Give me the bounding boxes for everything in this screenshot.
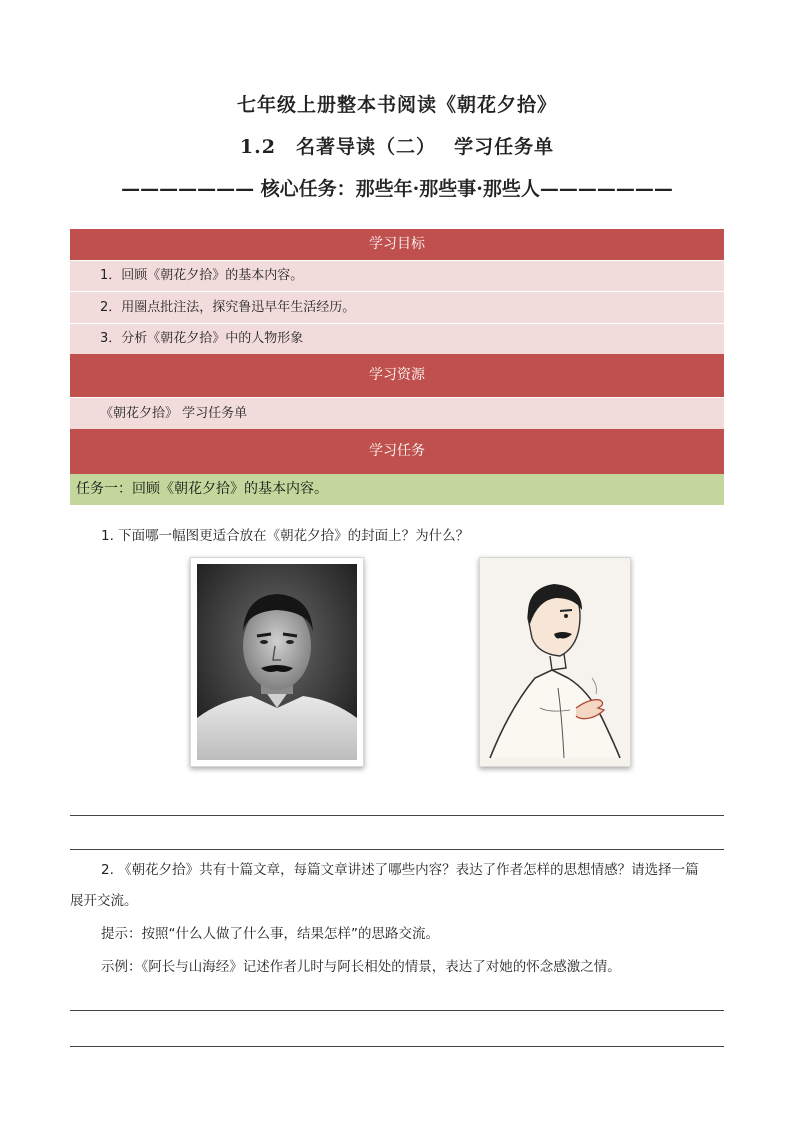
core-task-line: ——————— 核心任务：那些年·那些事·那些人———————: [121, 178, 673, 200]
resources-text: 《朝花夕拾》 学习任务单: [70, 397, 724, 429]
example-text: 示例：《阿长与山海经》记述作者儿时与阿长相处的情景，表达了对她的怀念感激之情。: [101, 959, 621, 975]
learning-table: [70, 229, 724, 505]
document-subtitle: 1.2 名著导读（二） 学习任务单: [239, 136, 555, 158]
lu-xun-sketch: [479, 557, 631, 767]
objectives-header: 学习目标: [70, 229, 724, 260]
objective-item-3: 3．分析《朝花夕拾》中的人物形象: [70, 323, 724, 354]
lu-xun-photo: [190, 557, 364, 767]
objective-item-1: 1．回顾《朝花夕拾》的基本内容。: [70, 260, 724, 291]
resources-header: 学习资源: [70, 354, 724, 397]
tasks-header: 学习任务: [70, 429, 724, 474]
answer-line-4: [70, 1046, 724, 1047]
objective-item-2: 2．用圈点批注法，探究鲁迅早年生活经历。: [70, 291, 724, 323]
task-one: 任务一：回顾《朝花夕拾》的基本内容。: [70, 474, 724, 505]
answer-line-2: [70, 849, 724, 850]
answer-line-3: [70, 1010, 724, 1011]
portrait-photo-image: [191, 558, 363, 766]
sketch-image: [480, 558, 630, 766]
question-2-line-1: 2. 《朝花夕拾》共有十篇文章，每篇文章讲述了哪些内容？表达了作者怎样的思想情感？请选择一篇: [101, 862, 699, 878]
hint-text: 提示：按照“什么人做了什么事，结果怎样”的思路交流。: [101, 926, 439, 942]
question-2-line-2: 展开交流。: [70, 893, 138, 909]
answer-line-1: [70, 815, 724, 816]
document-title: 七年级上册整本书阅读《朝花夕拾》: [236, 94, 557, 116]
question-1: 1. 下面哪一幅图更适合放在《朝花夕拾》的封面上？为什么？: [101, 528, 470, 544]
